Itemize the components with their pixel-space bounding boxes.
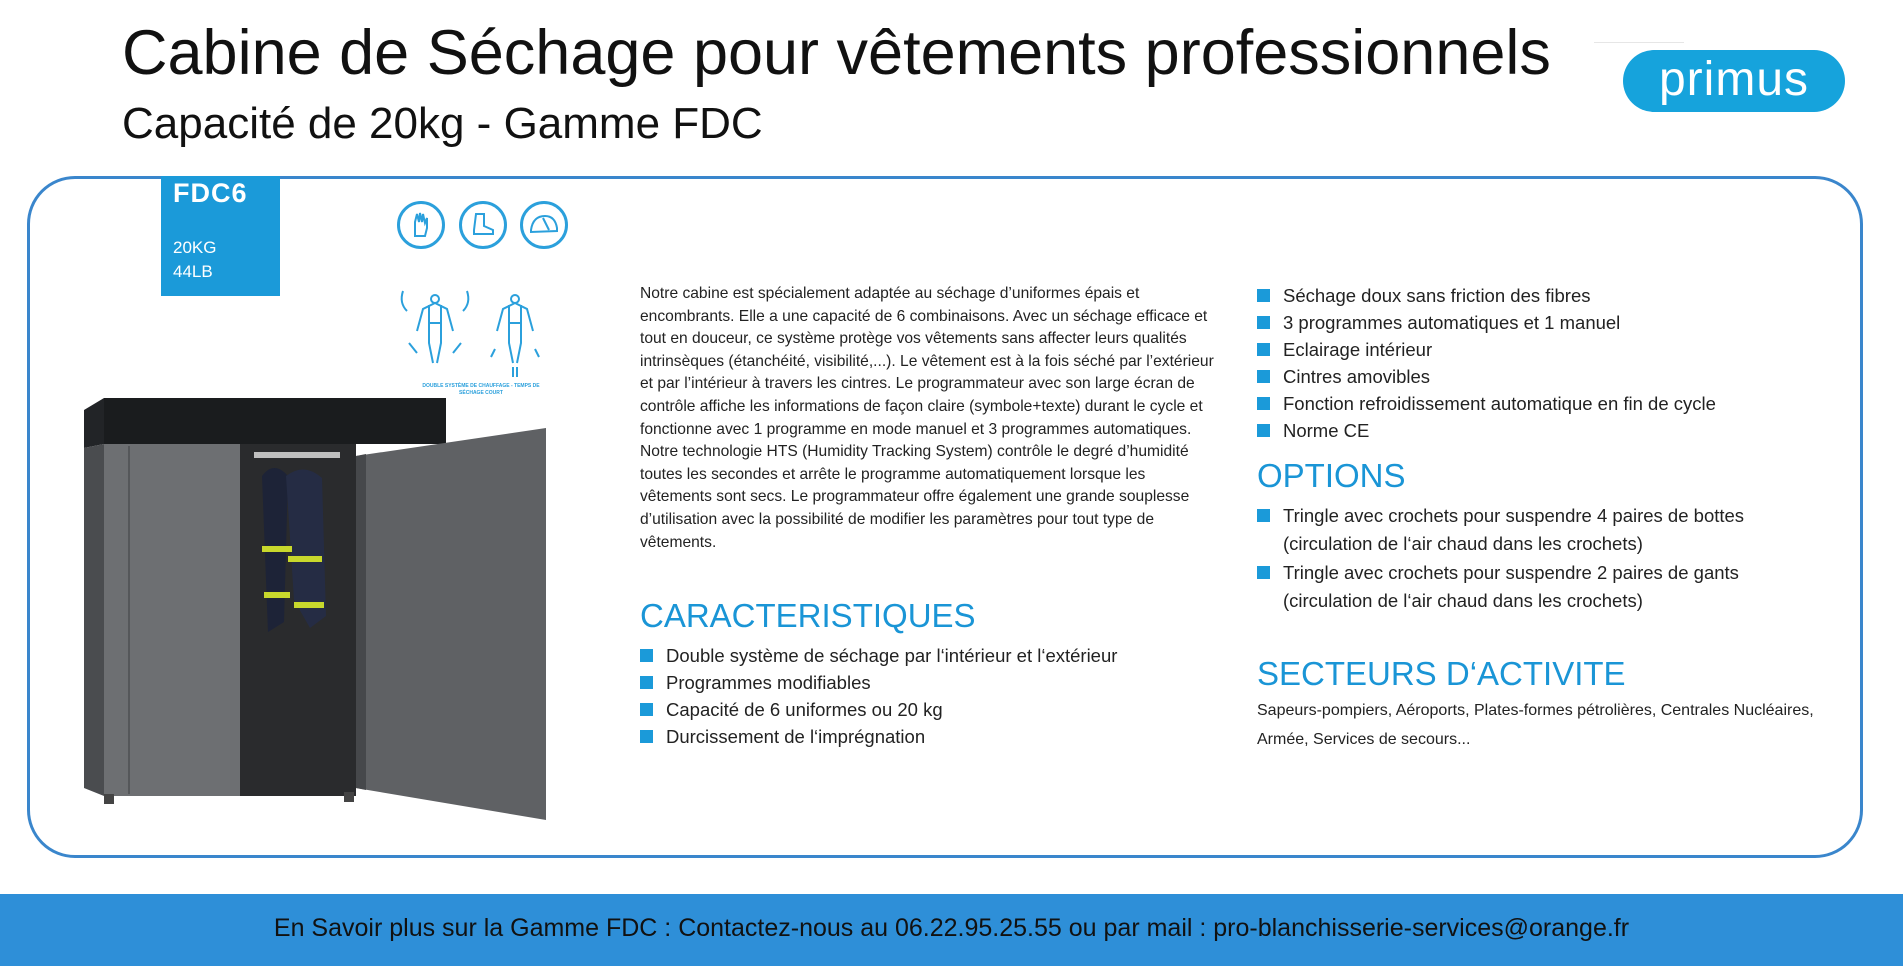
gloves-icon bbox=[397, 201, 445, 249]
cabinet-image bbox=[74, 396, 554, 826]
model-badge bbox=[161, 176, 280, 296]
secteurs-text: Sapeurs-pompiers, Aéroports, Plates-formes pétrolières, Centrales Nucléaires, Armée, Services de secours... bbox=[1257, 702, 1814, 748]
option-line: Tringle avec crochets pour suspendre 2 paires de gants bbox=[1283, 562, 1739, 583]
primus-logo: primus bbox=[1623, 50, 1845, 112]
footer-contact: En Savoir plus sur la Gamme FDC : Contactez-nous au 06.22.95.25.55 ou par mail : pro-blanchisserie-services@orange.fr bbox=[273, 914, 1630, 942]
page-subtitle: Capacité de 20kg - Gamme FDC bbox=[122, 99, 763, 148]
secteurs-heading: SECTEURS D‘ACTIVITE bbox=[1257, 655, 1626, 692]
model-name: FDC6 bbox=[173, 178, 248, 208]
option-note: (circulation de l‘air chaud dans les crochets) bbox=[1283, 590, 1643, 611]
drying-diagram bbox=[395, 283, 555, 383]
list-item: Programmes modifiables bbox=[640, 669, 1117, 696]
list-item: Double système de séchage par l‘intérieur et l‘extérieur bbox=[640, 642, 1117, 669]
option-line: Tringle avec crochets pour suspendre 4 paires de bottes bbox=[1283, 505, 1745, 526]
model-capacity-lb: 44LB bbox=[173, 262, 213, 281]
list-item bbox=[1257, 559, 1744, 616]
list-item: Fonction refroidissement automatique en fin de cycle bbox=[1257, 390, 1716, 417]
options-heading: OPTIONS bbox=[1257, 457, 1406, 494]
footer-bar bbox=[0, 894, 1903, 966]
features-list bbox=[1257, 282, 1716, 444]
list-item: 3 programmes automatiques et 1 manuel bbox=[1257, 309, 1716, 336]
model-capacity-kg: 20KG bbox=[173, 238, 217, 257]
options-list bbox=[1257, 502, 1744, 616]
boot-icon bbox=[459, 201, 507, 249]
list-item: Cintres amovibles bbox=[1257, 363, 1716, 390]
product-description: Notre cabine est spécialement adaptée au séchage d’uniformes épais et encombrants. Elle a une capacité de 6 combinaisons. Avec un séchage efficace et tout en douceur, ce système protège vos vêtements sans affecter leurs qualités intrinsèques (étanchéité, visibilité,...). Le vêtement est à la fois séché par l’extérieur et par l’intérieur à travers les cintres. Le programmateur avec son large écran de contrôle affiche les informations de façon claire (symbole+texte) durant le cycle et fonctionne avec 1 programme en mode manuel et 3 programmes automatiques. Notre technologie HTS (Humidity Tracking System) contrôle le degré d’humidité toutes les secondes et arrête le programme automatiquement lorsque les vêtements sont secs. Le programmateur offre également une grande souplesse d’utilisation avec la possibilité de modifier les paramètres pour tout type de vêtements. bbox=[640, 285, 1214, 551]
list-item: Norme CE bbox=[1257, 417, 1716, 444]
list-item: Séchage doux sans friction des fibres bbox=[1257, 282, 1716, 309]
page-title: Cabine de Séchage pour vêtements professionnels bbox=[122, 18, 1551, 88]
list-item bbox=[1257, 502, 1744, 559]
list-item: Capacité de 6 uniformes ou 20 kg bbox=[640, 696, 1117, 723]
logo-divider bbox=[1594, 42, 1684, 43]
list-item: Durcissement de l‘imprégnation bbox=[640, 723, 1117, 750]
helmet-icon bbox=[520, 201, 568, 249]
diagram-caption: DOUBLE SYSTÈME DE CHAUFFAGE - TEMPS DE SÉCHAGE COURT bbox=[422, 383, 540, 396]
list-item: Eclairage intérieur bbox=[1257, 336, 1716, 363]
caracteristiques-list bbox=[640, 642, 1117, 750]
caracteristiques-heading: CARACTERISTIQUES bbox=[640, 597, 976, 634]
option-note: (circulation de l‘air chaud dans les crochets) bbox=[1283, 533, 1643, 554]
